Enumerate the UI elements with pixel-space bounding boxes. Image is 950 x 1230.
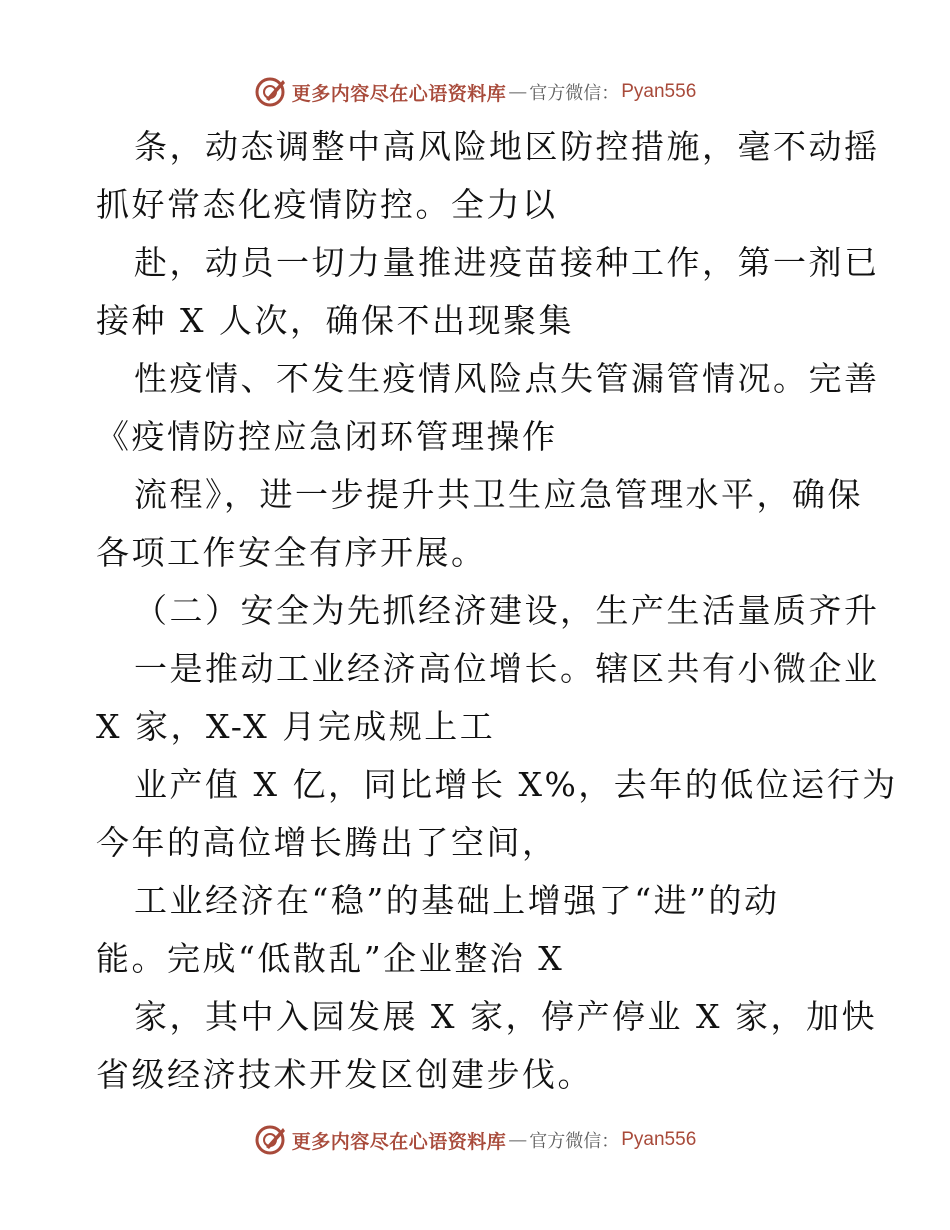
watermark-id: Pyan556 (621, 81, 697, 102)
text-line: 条，动态调整中高风险地区防控措施，毫不动摇 (134, 127, 880, 166)
text-line: 接种 X 人次，确保不出现聚集 (96, 301, 574, 340)
text-line: 业产值 X 亿，同比增长 X%，去年的低位运行为 (134, 765, 898, 804)
text-line: 今年的高位增长腾出了空间， (96, 823, 558, 862)
text-line: 能。完成“低散乱”企业整治 X (96, 939, 565, 978)
text-line: 抓好常态化疫情防控。全力以 (96, 185, 558, 224)
text-line: 各项工作安全有序开展。 (96, 533, 487, 572)
text-line: 赴，动员一切力量推进疫苗接种工作，第一剂已 (134, 243, 880, 282)
watermark-dash: — (508, 1129, 528, 1151)
text-line: 家，其中入园发展 X 家，停产停业 X 家，加快 (134, 997, 877, 1036)
document-body (96, 118, 898, 1104)
text-line: 流程》，进一步提升共卫生应急管理水平，确保 (134, 475, 863, 514)
header-watermark (0, 72, 950, 112)
text-line: 性疫情、不发生疫情风险点失管漏管情况。完善 (134, 359, 880, 398)
watermark-main-text: 更多内容尽在心语资料库 (291, 1130, 507, 1153)
pen-logo-icon (254, 75, 288, 109)
text-line: X 家，X-X 月完成规上工 (96, 707, 496, 746)
watermark-id: Pyan556 (621, 1129, 697, 1150)
watermark-dash: — (508, 81, 528, 103)
text-line: 一是推动工业经济高位增长。辖区共有小微企业 (134, 649, 880, 688)
watermark-sub-text: 官方微信： (529, 83, 620, 104)
text-line: 《疫情防控应急闭环管理操作 (96, 417, 558, 456)
section-heading: （二）安全为先抓经济建设，生产生活量质齐升 (134, 591, 880, 630)
watermark-sub-text: 官方微信： (529, 1131, 620, 1152)
footer-watermark (0, 1120, 950, 1160)
text-line: 工业经济在“稳”的基础上增强了“进”的动 (134, 881, 780, 920)
pen-logo-icon (254, 1123, 288, 1157)
text-line: 省级经济技术开发区创建步伐。 (96, 1055, 593, 1094)
watermark-main-text: 更多内容尽在心语资料库 (291, 82, 507, 105)
